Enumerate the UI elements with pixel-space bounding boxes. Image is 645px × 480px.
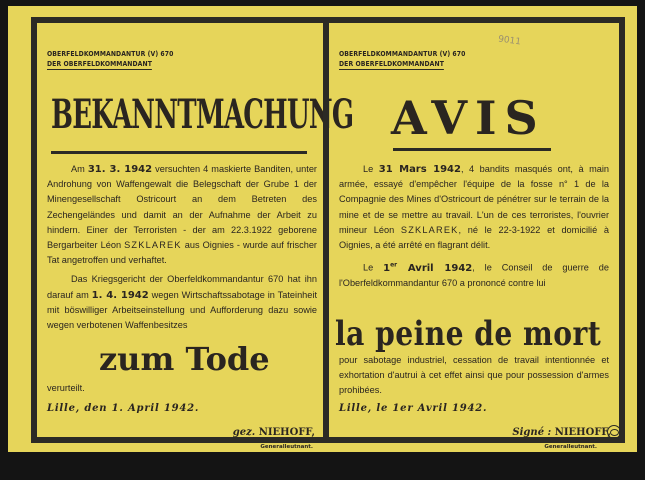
german-rank: Generalleutnant.: [260, 444, 313, 450]
german-signature: [233, 427, 315, 438]
handwritten-note: 9011: [497, 34, 522, 48]
german-verdict-after: verurteilt.: [47, 383, 85, 393]
french-paragraph-2: Le 1er Avril 1942, le Conseil de guerre de l'Oberfeldkommandantur 670 a prononcé contre lui: [339, 261, 609, 288]
german-paragraph-1: Am 31. 3. 1942 versuchten 4 maskierte Banditen, unter Androhung von Waffengewalt die Belegschaft der Grube 1 der Minengesellschaft Ostricourt an dem Betreten des Zechengeländes und damit an der Aufnahme der Arbeit zu hindern. Einer der Terroristen - der am 22.3.1922 geborene Bergarbeiter Léon SZKLAREK aus Oignies - wurde auf frischer Tat angetroffen und verhaftet.: [47, 164, 317, 266]
signature-name: NIEHOFF,: [258, 427, 315, 438]
french-accused-name: SZKLAREK: [400, 224, 459, 235]
german-title: BEKANNTMACHUNG: [51, 89, 354, 138]
french-body: [339, 162, 609, 295]
french-paragraph-1: Le 31 Mars 1942, 4 bandits masqués ont, à main armée, essayé d'empêcher l'équipe de la fosse n° 1 de la Compagnie des Mines d'Ostricourt de pénétrer sur le terrain de la mine et de se mettre au travail. L'un de ces terroristes, l'ouvrier mineur Léon SZKLAREK, né le 22-3-1922 et domicilié à Oignies, a été arrêté en flagrant délit.: [339, 164, 610, 251]
french-header: [339, 49, 465, 70]
german-accused-name: SZKLAREK: [124, 240, 182, 251]
french-notice-panel: [323, 17, 625, 450]
signature-prefix: Signé :: [512, 427, 552, 438]
french-title-underline: [393, 148, 551, 151]
german-header: [47, 49, 173, 70]
german-body: [47, 162, 317, 337]
german-paragraph-2: Das Kriegsgericht der Oberfeldkommandantur 670 hat ihn darauf am 1. 4. 1942 wegen Wirtschaftssabotage in Tateinheit mit böswilliger Arbeitseinstellung und Aufforderung dazu sowie wegen verbotenen Waffenbesitzes: [47, 274, 317, 331]
header-line-2: DER OBERFELDKOMMANDANT: [47, 59, 152, 68]
german-title-underline: [51, 151, 307, 154]
header-line-2: DER OBERFELDKOMMANDANT: [339, 59, 444, 68]
header-line-1: OBERFELDKOMMANDANTUR (V) 670: [339, 49, 466, 58]
poster-paper: [8, 6, 637, 452]
french-crime-date: 31 Mars 1942: [378, 164, 461, 175]
header-line-1: OBERFELDKOMMANDANTUR (V) 670: [47, 49, 174, 58]
german-verdict: zum Tode: [99, 340, 270, 378]
french-verdict-after: pour sabotage industriel, cessation de travail intentionnée et exhortation d'autrui à cet effet ainsi que pour possession d'armes prohibées.: [339, 355, 609, 396]
german-dateline: Lille, den 1. April 1942.: [47, 403, 200, 414]
french-title: AVIS: [391, 91, 546, 145]
signature-prefix: gez.: [232, 427, 256, 438]
printer-stamp-icon: [607, 425, 621, 439]
german-notice-panel: [31, 17, 354, 450]
french-verdict: la peine de mort: [335, 314, 602, 354]
french-verdict-date: 1er Avril 1942: [383, 261, 473, 274]
german-verdict-date: 1. 4. 1942: [91, 289, 149, 301]
german-crime-date: 31. 3. 1942: [87, 164, 153, 175]
signature-name: NIEHOFF,: [554, 427, 611, 438]
french-dateline: Lille, le 1er Avril 1942.: [339, 403, 488, 414]
french-signature: [512, 427, 611, 438]
french-rank: Generalleutnant.: [544, 444, 597, 450]
